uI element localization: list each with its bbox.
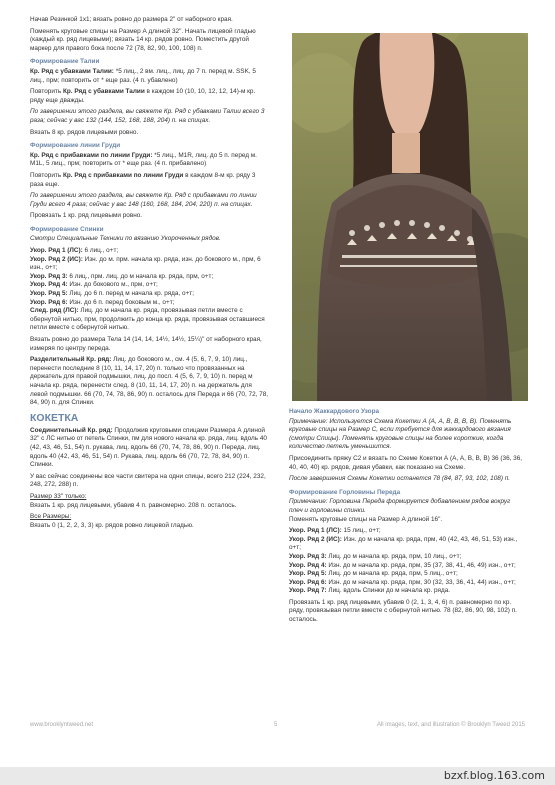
short-row: Укор. Ряд 1 (ЛС): 6 лиц., о+т; — [30, 247, 119, 255]
dividing-row: Разделительный Кр. ряд: Лиц. до бокового м., см. 4 (5, 6, 7, 9, 10) лиц., перенести последние 8 (10, 11, 14, 17, 20) п. только что провязанных на держатель для правой подмышки, лиц. до посл. 4 (5, 6, 7, 9, 10) п. перед м начала кр. ряда, перенести след. 8 (10, 11, 14, 17, 20) п. на держатель для левой подмышки. 66 (70, 74, 78, 86, 90) п. осталось для Переда и 66 (70, 72, 78, 84, 90) п. для Спинки. — [30, 356, 269, 407]
neck-short-rows — [289, 527, 525, 596]
short-row: Укор. Ряд 3: 6 лиц., прм. лиц. до м начала кр. ряда, прм, о+т; — [30, 272, 214, 280]
size-33-label: Размер 33" только: — [30, 492, 87, 500]
short-row: Укор. Ряд 2 (ИС): Изн. до м начала кр. ряда, прм, 40 (42, 43, 46, 51, 53) изн., о+т; — [289, 535, 518, 552]
heading-yoke: КОКЕТКА — [30, 411, 79, 424]
model-photo — [292, 33, 528, 401]
waist-rule: Кр. Ряд с убавками Талии: *5 лиц., 2 вм. лиц., лиц. до 7 п. перед м. SSK, 5 лиц., прм; повторить от * еще раз. (4 п. убавлено) — [30, 67, 256, 84]
back-short-rows — [30, 247, 270, 333]
all-sizes-label: Все Размеры: — [30, 513, 72, 521]
waist-repeat: Повторить Кр. Ряд с убавками Талии в каждом 10 (10, 10, 12, 12, 14)-м кр. ряду еще дважды. — [30, 88, 256, 104]
heading-jacquard: Начало Жаккардового Узора — [289, 408, 380, 415]
jacquard-text: Присоединить пряжу C2 и вязать по Схеме Кокетки А (А, А, В, В, В) 36 (36, 36, 40, 40, 40) кр. рядов, дивая убавки, как показано на Схеме. — [289, 454, 523, 471]
short-row: Укор. Ряд 6: Изн. до 6 п. перед боковым м., о+т; — [30, 298, 175, 306]
page-number: 5 — [274, 722, 278, 728]
short-row: Укор. Ряд 5: Лиц. до 6 п. перед м начала кр. ряда, о+т; — [30, 290, 194, 298]
short-row: Укор. Ряд 5: Лиц. до м начала кр. ряда, прм, 5 лиц., о+т; — [289, 570, 458, 578]
heading-bust: Формирование линии Груди — [30, 142, 121, 150]
short-row: Укор. Ряд 1 (ЛС): 15 лиц., о+т; — [289, 527, 381, 535]
footer-copyright: All images, text, and illustration © Brooklyn Tweed 2015 — [376, 722, 525, 728]
bust-note: По завершении этого раздела, вы свяжете Кр. Ряд с прибавками по линии Груди всего 4 раза; сейчас у вас 148 (160, 168, 184, 204, 220) п. на спицах. — [30, 192, 257, 208]
right-column — [289, 408, 525, 628]
short-row: Укор. Ряд 2 (ИС): Изн. до м. прм. начала кр. ряда, изн. до бокового м., прм, 6 изн., о+т; — [30, 255, 261, 272]
bust-repeat: Повторить Кр. Ряд с прибавками по линии Груди в каждом 8-м кр. ряду 3 раза еще. — [30, 171, 256, 188]
bust-plain: Провязать 1 кр. ряд лицевыми ровно. — [30, 212, 143, 220]
neckline-needles: Поменять круговые спицы на Размер А длиной 16". — [289, 515, 443, 523]
final-row-text: Провязать 1 кр. ряд лицевыми, убавив 0 (2, 1, 3, 4, 6) п. равномерно по кр. ряду, провязывая петли вместе с обернутой нитью. 78 (82, 86, 90, 98, 102) п. осталось. — [289, 598, 517, 624]
body-length: Вязать ровно до размера Тела 14 (14, 14, 14½, 14½, 15¼)" от наборного края, измеряя по центру переда. — [30, 336, 262, 352]
size-33-text: Вязать 1 кр. ряд лицевыми, убавив 4 п. равномерно. 208 п. осталось. — [30, 501, 237, 509]
footer-site-link[interactable]: www.brooklyntweed.net — [30, 722, 94, 728]
neckline-note: Примечание: Горловина Переда формируется добавлением рядов вокруг плеч и горловины спинки. — [289, 498, 511, 514]
joining-row: Соединительный Кр. ряд: Продолжив круговыми спицами Размера А длиной 32" с ЛС нитью от петель Спинки, пм для нового начала кр. ряда, лиц. вдоль 40 (42, 43, 46, 51, 54) п. рукава, лиц. вдоль 66 (70, 74, 78, 86, 90) п. Переда, лиц. вдоль 40 (42, 43, 46, 51, 54) п. Рукава, лиц. вдоль 66 (70, 72, 78, 84, 90) п. Спинки. — [30, 426, 267, 469]
page-footer — [30, 722, 525, 732]
watermark-bar — [0, 767, 555, 785]
short-row: След. ряд (ЛС): Лиц. до м начала кр. ряда, провязывая петли вместе с обернутой нитью, прм, продолжить до конца кр. ряда, провязывая оставшиеся петли вместе с обернутой нитью. — [30, 307, 265, 332]
all-sizes-text: Вязать 0 (1, 2, 2, 3, 3) кр. рядов ровно лицевой гладью. — [30, 521, 194, 529]
waist-plain: Вязать 8 кр. рядов лицевыми ровно. — [30, 128, 139, 136]
short-row: Укор. Ряд 4: Изн. до бокового м., прм, о+т; — [30, 281, 158, 289]
intro-text-1: Начав Резинкой 1x1; вязать ровно до размера 2" от наборного края. — [30, 16, 233, 23]
short-row: Укор. Ряд 4: Изн. до м начала кр. ряда, прм, 35 (37, 38, 41, 46, 49) изн., о+т; — [289, 561, 516, 569]
short-row: Укор. Ряд 3: Лиц. до м начала кр. ряда, прм, 10 лиц., о+т; — [289, 552, 462, 560]
bust-rule: Кр. Ряд с прибавками по линии Груди: *5 лиц., M1R, лиц. до 5 п. перед м. M1L, 5 лиц., прм; повторить от * еще раз. (4 п. прибавлено) — [30, 151, 257, 168]
heading-neckline: Формирование Горловины Переда — [289, 488, 401, 496]
heading-waist: Формирование Талии — [30, 58, 100, 66]
short-row: Укор. Ряд 6: Изн. до м начала кр. ряда, прм, 30 (32, 33, 36, 41, 44) изн., о+т; — [289, 578, 516, 586]
yoke-total: У вас сейчас соединены все части свитера на одни спицы, всего 212 (224, 232, 248, 272, 288) п. — [30, 472, 266, 489]
model-photo-illustration — [292, 33, 528, 401]
watermark-text: bzxf.blog.163.com — [443, 769, 545, 782]
jacquard-note: Примечание: Используется Схема Кокетки А (А, А, В, В, В, В). Поменять круговые спицы на Размер С, если требуется для жаккардового вязания (смотри Спицы). Поменять круговые спицы на более короткие, когда количество петель уменьшится. — [289, 417, 512, 451]
jacquard-result: После завершения Схемы Кокетки останется 78 (84, 87, 93, 102, 108) п. — [289, 475, 511, 483]
left-column — [30, 16, 270, 533]
back-note: Смотри Специальные Техники по вязанию Укороченных рядов. — [30, 235, 221, 243]
intro-text-2: Поменять круговые спицы на Размер А длиной 32". Начать лицевой гладью (каждый кр. ряд лицевыми); вязать 14 кр. рядов ровно. Поместить другой маркер для правого бока после 72 (78, 82, 90, 100, 108) п. — [30, 27, 256, 52]
waist-note: По завершении этого раздела, вы свяжете Кр. Ряд с убавками Талии всего 3 раза; сейчас у вас 132 (144, 152, 168, 188, 204) п. на спицах. — [30, 108, 265, 124]
heading-back: Формирование Спинки — [30, 225, 104, 233]
short-row: Укор. Ряд 7: Лиц. вдоль Спинки до м начала кр. ряда. — [289, 587, 451, 595]
